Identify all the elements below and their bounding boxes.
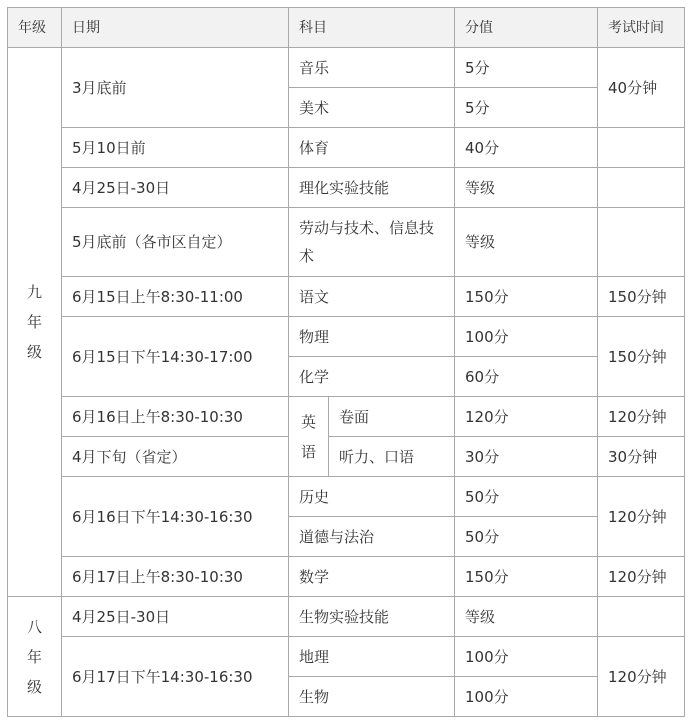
subject-cell: 道德与法治 <box>289 517 455 557</box>
subject-cell: 体育 <box>289 128 455 168</box>
table-row <box>8 48 685 88</box>
grade-9-cell <box>8 48 62 597</box>
subject-cell: 理化实验技能 <box>289 168 455 208</box>
date-cell: 6月15日上午8:30-11:00 <box>62 277 289 317</box>
subject-cell: 听力、口语 <box>329 437 455 477</box>
score-cell: 150分 <box>455 277 598 317</box>
header-score: 分值 <box>455 8 598 48</box>
subject-cell: 历史 <box>289 477 455 517</box>
header-grade: 年级 <box>8 8 62 48</box>
table-row <box>8 437 685 477</box>
score-cell: 150分 <box>455 557 598 597</box>
subject-cell: 数学 <box>289 557 455 597</box>
date-cell: 4月25日-30日 <box>62 168 289 208</box>
subject-cell: 生物 <box>289 677 455 717</box>
subject-cell: 美术 <box>289 88 455 128</box>
score-cell: 40分 <box>455 128 598 168</box>
score-cell: 等级 <box>455 168 598 208</box>
english-label: 英语 <box>301 412 317 461</box>
date-cell: 6月17日下午14:30-16:30 <box>62 637 289 717</box>
score-cell: 5分 <box>455 48 598 88</box>
table-row <box>8 477 685 517</box>
score-cell: 100分 <box>455 317 598 357</box>
header-date: 日期 <box>62 8 289 48</box>
score-cell: 30分 <box>455 437 598 477</box>
date-cell: 4月下旬（省定） <box>62 437 289 477</box>
date-cell: 6月16日下午14:30-16:30 <box>62 477 289 557</box>
score-cell: 120分 <box>455 397 598 437</box>
date-cell: 4月25日-30日 <box>62 597 289 637</box>
score-cell: 100分 <box>455 637 598 677</box>
table-row <box>8 397 685 437</box>
score-cell: 60分 <box>455 357 598 397</box>
grade-8-cell <box>8 597 62 717</box>
subject-cell: 卷面 <box>329 397 455 437</box>
table-row <box>8 317 685 357</box>
time-cell: 30分钟 <box>598 437 685 477</box>
time-cell <box>598 168 685 208</box>
time-cell: 120分钟 <box>598 477 685 557</box>
date-cell: 6月16日上午8:30-10:30 <box>62 397 289 437</box>
time-cell: 120分钟 <box>598 557 685 597</box>
header-subject: 科目 <box>289 8 455 48</box>
time-cell: 120分钟 <box>598 397 685 437</box>
table-row <box>8 208 685 277</box>
time-cell <box>598 128 685 168</box>
table-row <box>8 128 685 168</box>
date-cell: 3月底前 <box>62 48 289 128</box>
subject-cell: 语文 <box>289 277 455 317</box>
date-cell: 6月17日上午8:30-10:30 <box>62 557 289 597</box>
header-time: 考试时间 <box>598 8 685 48</box>
subject-cell: 音乐 <box>289 48 455 88</box>
time-cell: 120分钟 <box>598 637 685 717</box>
header-row <box>8 8 685 48</box>
subject-cell: 劳动与技术、信息技术 <box>289 208 455 277</box>
time-cell <box>598 597 685 637</box>
score-cell: 等级 <box>455 208 598 277</box>
time-cell: 150分钟 <box>598 317 685 397</box>
subject-cell: 化学 <box>289 357 455 397</box>
subject-cell: 地理 <box>289 637 455 677</box>
table-row <box>8 557 685 597</box>
table-row <box>8 597 685 637</box>
score-cell: 100分 <box>455 677 598 717</box>
time-cell: 40分钟 <box>598 48 685 128</box>
date-cell: 5月10日前 <box>62 128 289 168</box>
score-cell: 50分 <box>455 517 598 557</box>
score-cell: 50分 <box>455 477 598 517</box>
date-cell: 6月15日下午14:30-17:00 <box>62 317 289 397</box>
date-cell: 5月底前（各市区自定） <box>62 208 289 277</box>
table-row <box>8 637 685 677</box>
table-row <box>8 168 685 208</box>
grade-9-label: 九年级 <box>27 283 43 361</box>
grade-8-label: 八年级 <box>27 617 43 696</box>
table-row <box>8 277 685 317</box>
time-cell <box>598 208 685 277</box>
score-cell: 5分 <box>455 88 598 128</box>
subject-cell: 物理 <box>289 317 455 357</box>
score-cell: 等级 <box>455 597 598 637</box>
english-cell <box>289 397 329 477</box>
subject-cell: 生物实验技能 <box>289 597 455 637</box>
time-cell: 150分钟 <box>598 277 685 317</box>
exam-schedule-table <box>7 7 685 717</box>
